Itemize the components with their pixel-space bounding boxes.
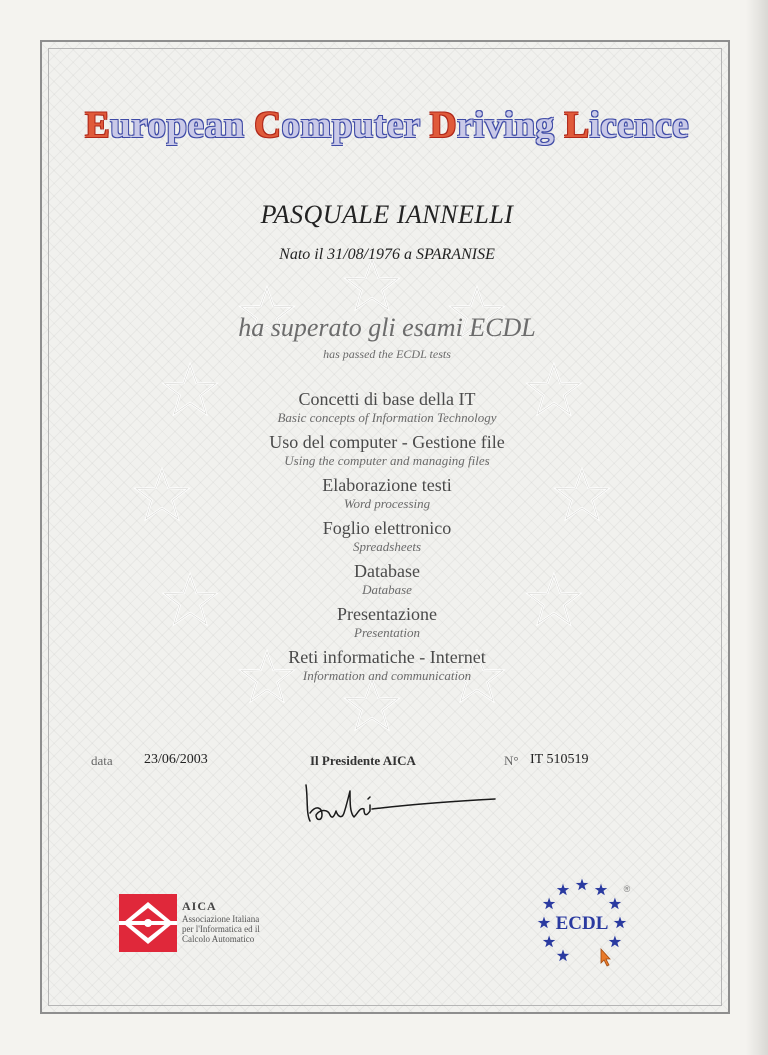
module-title-it: Concetti di base della IT: [298, 389, 476, 409]
background-star-outline: [346, 260, 397, 309]
aica-logo: [117, 892, 179, 954]
ecdl-star-icon: [557, 949, 569, 961]
passed-english: has passed the ECDL tests: [323, 347, 451, 361]
ecdl-star-icon: [538, 917, 550, 929]
module-item: [42, 388, 732, 426]
certificate-number: IT 510519: [530, 752, 589, 767]
aica-desc-line: per l'Informatica ed il: [182, 924, 260, 934]
president-label: Il Presidente AICA: [310, 753, 416, 768]
ecdl-star-icon: [557, 884, 569, 896]
title-capital-letter: D: [429, 105, 457, 146]
ecdl-star-icon: [576, 879, 588, 891]
footer-row: [42, 753, 732, 775]
module-title-en: Using the computer and managing files: [284, 453, 490, 468]
title-capital-letter: L: [564, 105, 590, 146]
aica-text-block: [182, 899, 260, 944]
module-item: [42, 474, 732, 512]
module-title-en: Basic concepts of Information Technology: [277, 410, 497, 425]
module-title-it: Presentazione: [337, 604, 437, 624]
module-title-en: Presentation: [354, 625, 420, 640]
ecdl-star-icon: [609, 898, 621, 910]
module-title-en: Word processing: [343, 496, 431, 511]
module-title-en: Spreadsheets: [352, 539, 422, 554]
module-item: [42, 560, 732, 598]
module-item: [42, 646, 732, 684]
ecdl-logo-text: ECDL: [555, 913, 609, 934]
module-title-it: Database: [354, 561, 420, 581]
aica-name: AICA: [182, 899, 217, 913]
ecdl-star-icon: [595, 884, 607, 896]
issue-date: 23/06/2003: [144, 752, 208, 767]
president-signature: [300, 777, 500, 829]
module-item: [42, 517, 732, 555]
ecdl-star-icon: [543, 936, 555, 948]
certificate-title: [42, 104, 732, 147]
module-item: [42, 431, 732, 469]
ecdl-star-icon: [609, 936, 621, 948]
scan-edge-shadow: [746, 0, 768, 1055]
module-title-en: Database: [362, 582, 412, 597]
title-word-rest: riving: [457, 105, 565, 146]
date-label: data: [91, 753, 113, 768]
aica-desc-line: Associazione Italiana: [182, 914, 260, 924]
certificate-frame: [40, 40, 730, 1014]
cursor-icon: [601, 949, 610, 966]
title-word-rest: icence: [589, 105, 690, 146]
holder-name: PASQUALE IANNELLI: [260, 200, 514, 229]
ecdl-star-icon: [543, 898, 555, 910]
title-capital-letter: C: [254, 105, 282, 146]
module-list: [42, 388, 732, 689]
module-title-it: Elaborazione testi: [322, 475, 452, 495]
ecdl-logo: [527, 867, 637, 977]
number-label: N°: [504, 753, 519, 768]
birth-line: Nato il 31/08/1976 a SPARANISE: [279, 246, 495, 263]
module-item: [42, 603, 732, 641]
module-title-it: Foglio elettronico: [322, 518, 452, 538]
passed-italian: ha superato gli esami ECDL: [238, 313, 536, 342]
ecdl-star-icon: [614, 917, 626, 929]
module-title-it: Uso del computer - Gestione file: [269, 432, 505, 452]
title-word-rest: omputer: [281, 105, 430, 146]
module-title-en: Information and communication: [302, 668, 472, 683]
title-capital-letter: E: [84, 105, 111, 146]
aica-desc-line: Calcolo Automatico: [182, 934, 255, 944]
module-title-it: Reti informatiche - Internet: [288, 647, 486, 667]
registered-mark: ®: [623, 884, 631, 894]
title-word-rest: uropean: [110, 105, 255, 146]
